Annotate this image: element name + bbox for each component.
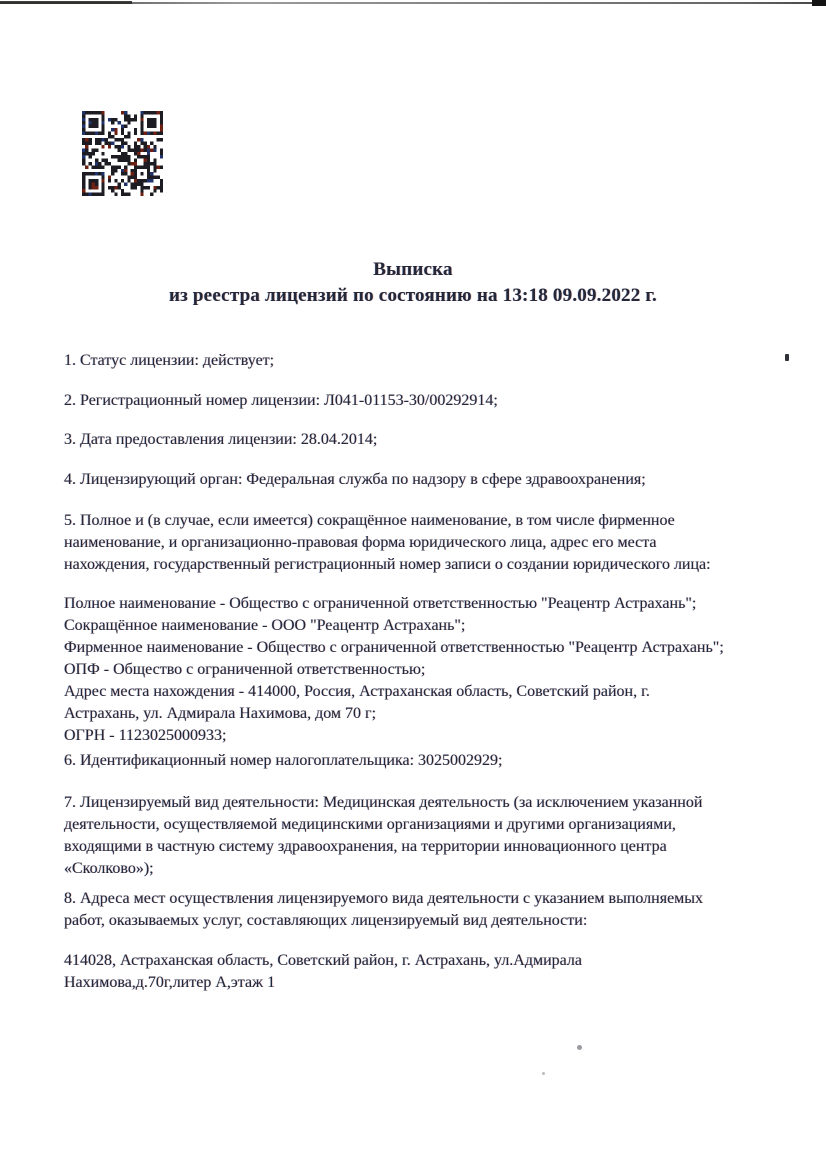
document-title: Выписка <box>373 259 453 280</box>
paragraph-organization-details: Полное наименование - Общество с ограниченной ответственностью "Реацентр Астрахань"; Сокращённое наименование - ООО "Реацентр Астрахань"; Фирменное наименование - Общество с ограниченной ответственностью "Реацентр Астрахань"; ОПФ - Общество с ограниченной ответственностью; Адрес места нахождения - 414000, Россия, Астраханская область, Советский район, г. Астрахань, ул. Адмирала Нахимова, дом 70 г; ОГРН - 1123025000933; <box>64 595 724 744</box>
scan-speck <box>785 354 789 361</box>
paragraph-registration-number: 2. Регистрационный номер лицензии: Л041-01153-30/00292914; <box>64 392 498 409</box>
paragraph-grant-date: 3. Дата предоставления лицензии: 28.04.2014; <box>64 431 378 448</box>
paragraph-taxpayer-number: 6. Идентификационный номер налогоплательщика: 3025002929; <box>64 752 503 769</box>
paragraph-licensing-authority: 4. Лицензирующий орган: Федеральная служба по надзору в сфере здравоохранения; <box>64 471 646 488</box>
scan-speck <box>542 1072 545 1075</box>
paragraph-item5-heading: 5. Полное и (в случае, если имеется) сокращённое наименование, в том числе фирменное наименование, и организационно-правовая форма юридического лица, адрес его места нахождения, государственный регистрационный номер записи о создании юридического лица: <box>64 512 711 573</box>
paragraph-license-status: 1. Статус лицензии: действует; <box>64 352 275 369</box>
document-subtitle: из реестра лицензий по состоянию на 13:18 09.09.2022 г. <box>168 285 657 306</box>
scan-edge-artifact-top-right <box>812 0 826 6</box>
qr-code <box>82 111 163 196</box>
paragraph-activity-addresses-heading: 8. Адреса мест осуществления лицензируемого вида деятельности с указанием выполняемых работ, оказываемых услуг, составляющих лицензируемый вид деятельности: <box>64 890 704 929</box>
scan-edge-artifact-top-left <box>0 1 132 4</box>
scan-speck <box>577 1045 582 1050</box>
paragraph-activity-address: 414028, Астраханская область, Советский район, г. Астрахань, ул.Адмирала Нахимова,д.70г,литер А,этаж 1 <box>64 952 583 991</box>
document-title-block <box>0 257 826 309</box>
paragraph-licensed-activity: 7. Лицензируемый вид деятельности: Медицинская деятельность (за исключением указанной деятельности, осуществляемой медицинскими организациями и другими организациями, входящими в частную систему здравоохранения, на территории инновационного центра «Сколково»); <box>64 794 703 877</box>
